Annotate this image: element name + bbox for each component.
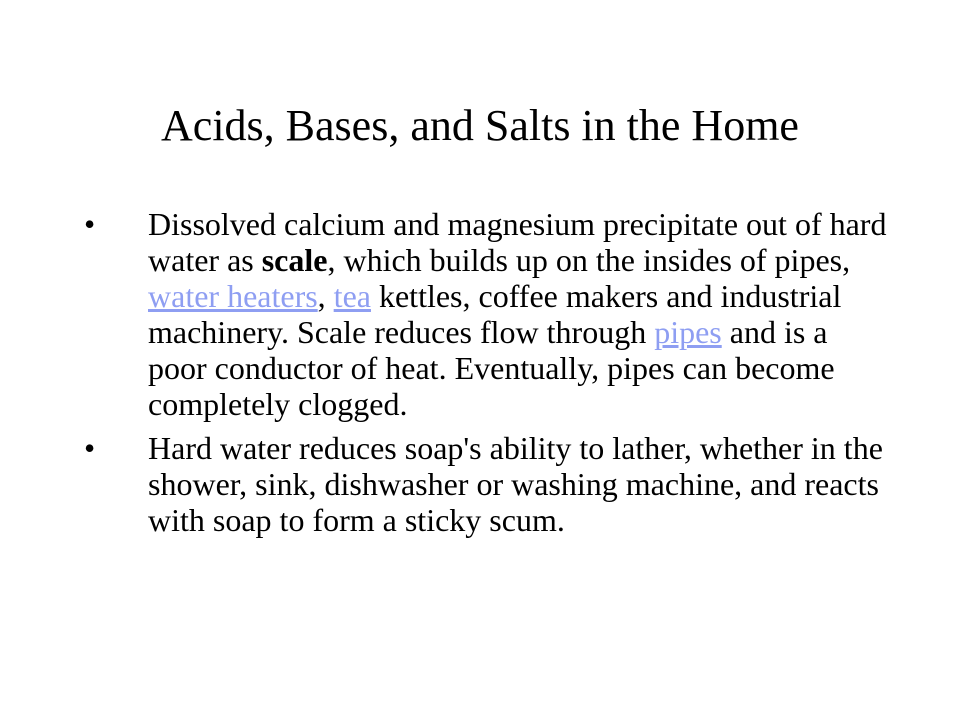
link-water-heaters[interactable]: water heaters bbox=[148, 278, 318, 314]
bullet-marker: • bbox=[84, 206, 96, 242]
bullet-text: kettles, coffee makers and industrial machinery. Scale reduces flow through bbox=[148, 278, 842, 350]
bullet-text: Dissolved calcium and magnesium precipitate out of hard water as bbox=[148, 206, 887, 278]
slide-title: Acids, Bases, and Salts in the Home bbox=[161, 101, 799, 150]
bullet-text: , bbox=[317, 278, 334, 314]
bold-term-scale: scale bbox=[261, 242, 328, 278]
bullet-text: Hard water reduces soap's ability to lather, whether in the shower, sink, dishwasher or washing machine, and reacts with soap to form a sticky scum. bbox=[148, 430, 883, 538]
bullet-marker: • bbox=[84, 430, 96, 466]
link-pipes[interactable]: pipes bbox=[654, 314, 722, 350]
bullet-list bbox=[72, 206, 888, 546]
bullet-text: , which builds up on the insides of pipes, bbox=[327, 242, 851, 278]
bullet-item-scale bbox=[72, 206, 888, 422]
link-tea[interactable]: tea bbox=[333, 278, 371, 314]
bullet-item-hard-water bbox=[72, 430, 888, 538]
bullet-text: and is a poor conductor of heat. Eventually, pipes can become completely clogged. bbox=[148, 314, 835, 422]
